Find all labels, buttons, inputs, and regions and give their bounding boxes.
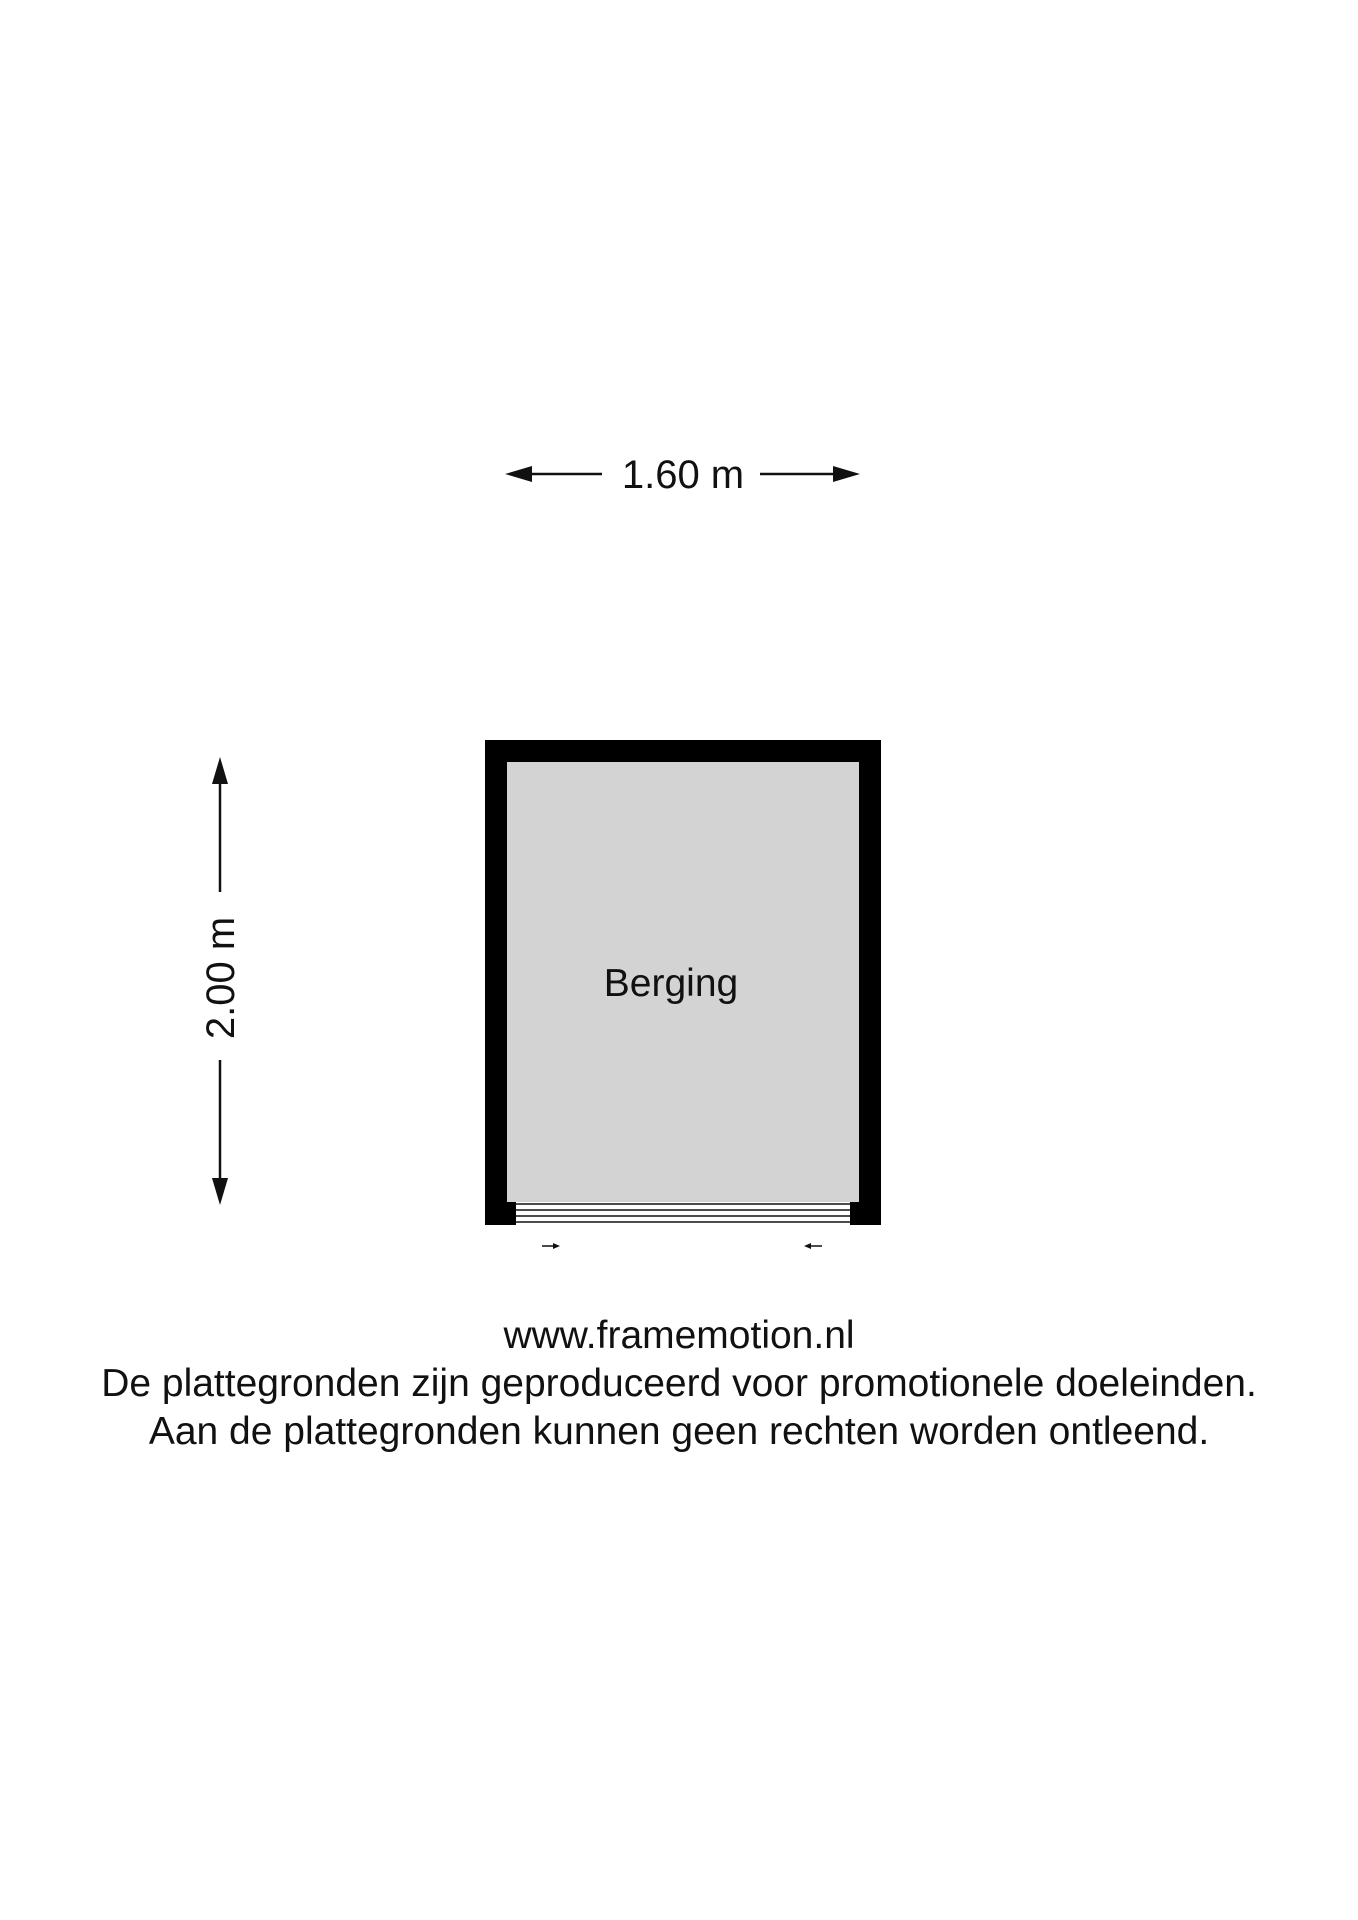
website-link[interactable]: www.framemotion.nl xyxy=(503,1314,855,1357)
room-berging xyxy=(485,740,881,1249)
arrow-right-icon xyxy=(833,466,860,482)
arrow-up-icon xyxy=(212,757,228,784)
width-dimension xyxy=(505,453,860,497)
disclaimer-line-2: Aan de plattegronden kunnen geen rechten worden ontleend. xyxy=(148,1410,1210,1453)
arrow-down-icon xyxy=(212,1178,228,1205)
sliding-arrow-left-icon xyxy=(804,1243,822,1249)
disclaimer-line-1: De plattegronden zijn geproduceerd voor promotionele doeleinden. xyxy=(101,1362,1257,1405)
sliding-arrow-right-icon xyxy=(542,1243,560,1249)
height-dimension-label: 2.00 m xyxy=(199,916,243,1040)
height-dimension xyxy=(199,757,243,1205)
arrow-left-icon xyxy=(505,466,532,482)
footer xyxy=(0,1312,1358,1456)
width-dimension-label: 1.60 m xyxy=(621,453,745,497)
room-label: Berging xyxy=(603,962,739,1005)
